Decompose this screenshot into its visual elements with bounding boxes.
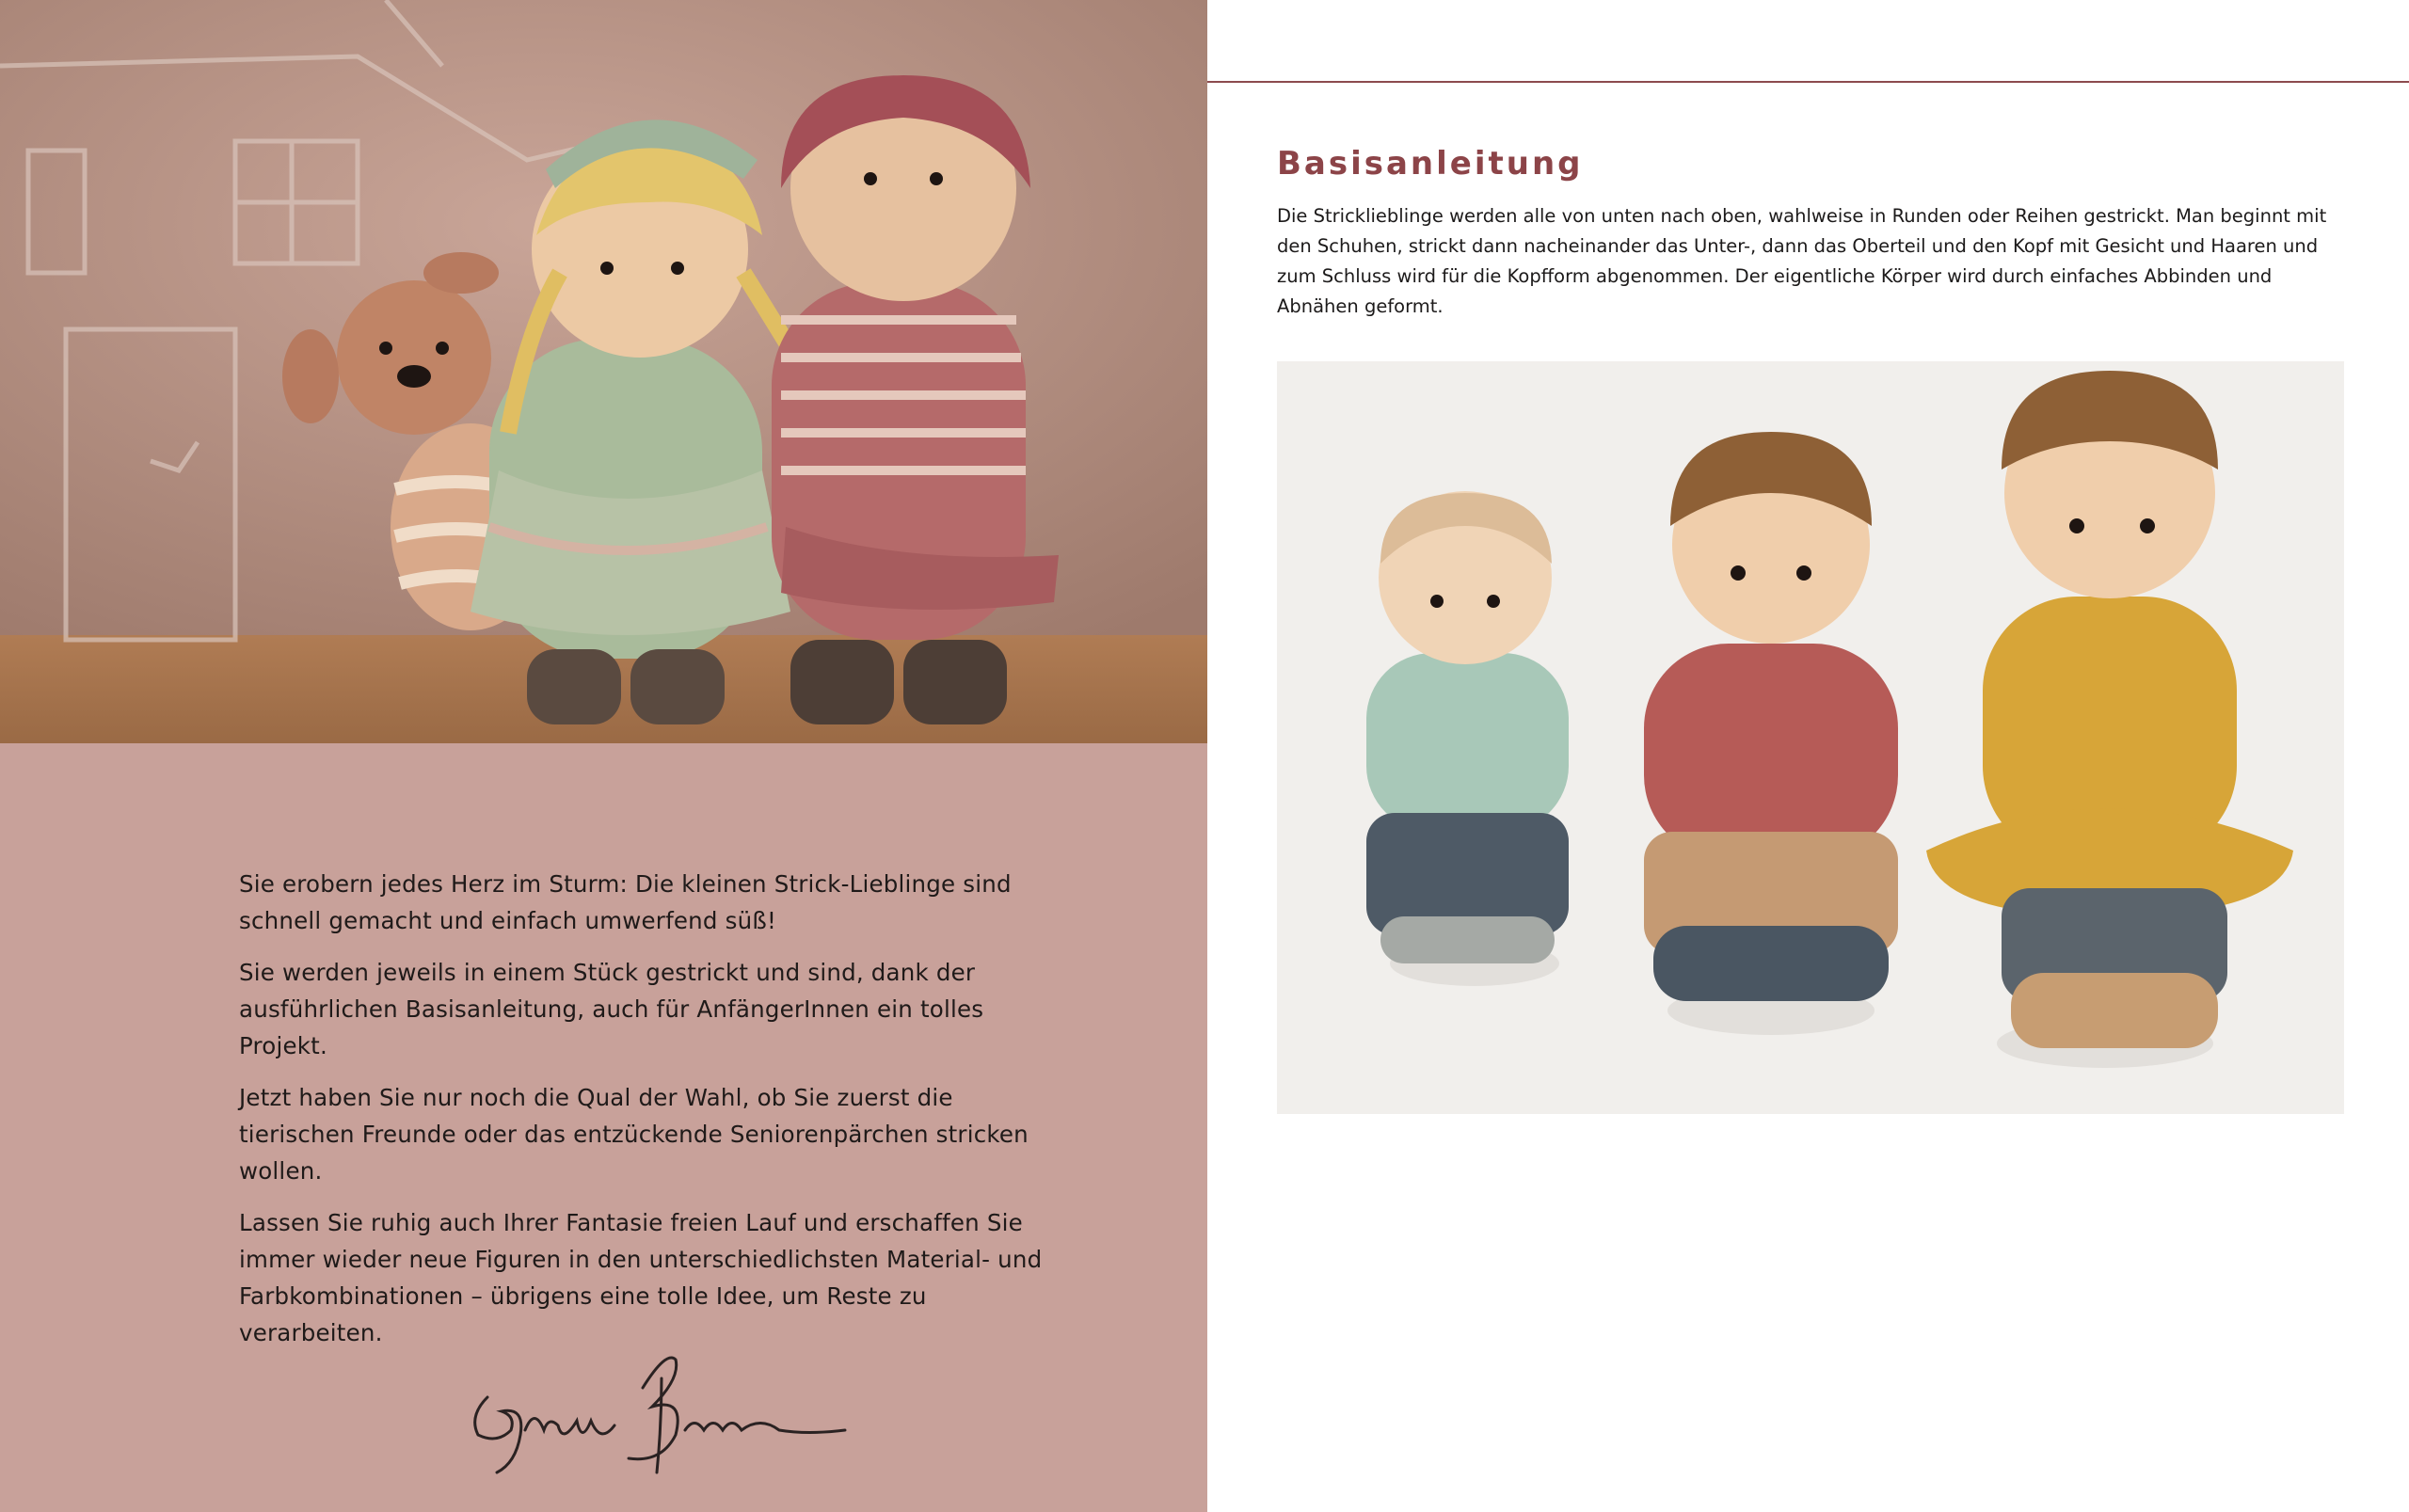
- section-body: Die Stricklieblinge werden alle von unten nach oben, wahlweise in Runden oder Reihen gestrickt. Man beginnt mit den Schuhen, strickt dann nacheinander das Unter-, dann das Oberteil und den Kopf mit Gesicht und Haaren und zum Schluss wird für die Kopfform abgenommen. Der eigentliche Körper wird durch einfaches Abbinden und Abnähen geformt.: [1277, 205, 2327, 317]
- small-doll-figure: [1366, 491, 1569, 986]
- author-signature: [459, 1341, 854, 1491]
- intro-text: [239, 866, 1048, 1366]
- intro-paragraph-1: Sie erobern jedes Herz im Sturm: Die kleinen Strick-Lieblinge sind schnell gemacht und einfach umwerfend süß!: [239, 870, 1012, 934]
- intro-paragraph-3: Jetzt haben Sie nur noch die Qual der Wahl, ob Sie zuerst die tierischen Freunde oder das entzückende Seniorenpärchen stricken wollen.: [239, 1084, 1029, 1185]
- right-page: [1207, 0, 2409, 1512]
- intro-paragraph-2: Sie werden jeweils in einem Stück gestrickt und sind, dank der ausführlichen Basisanleitung, auch für AnfängerInnen ein tolles Projekt.: [239, 959, 984, 1059]
- middle-doll-figure: [1644, 432, 1898, 1035]
- top-rule: [1207, 81, 2409, 83]
- three-dolls-photo: [1277, 361, 2344, 1114]
- section-heading: Basisanleitung: [1277, 145, 1584, 183]
- knitted-dolls-photo: [0, 0, 1207, 743]
- intro-paragraph-4: Lassen Sie ruhig auch Ihrer Fantasie freien Lauf und erschaffen Sie immer wieder neue Figuren in den unterschiedlichsten Material- und Farbkombinationen – übrigens eine tolle Idee, um Reste zu verarbeiten.: [239, 1209, 1043, 1346]
